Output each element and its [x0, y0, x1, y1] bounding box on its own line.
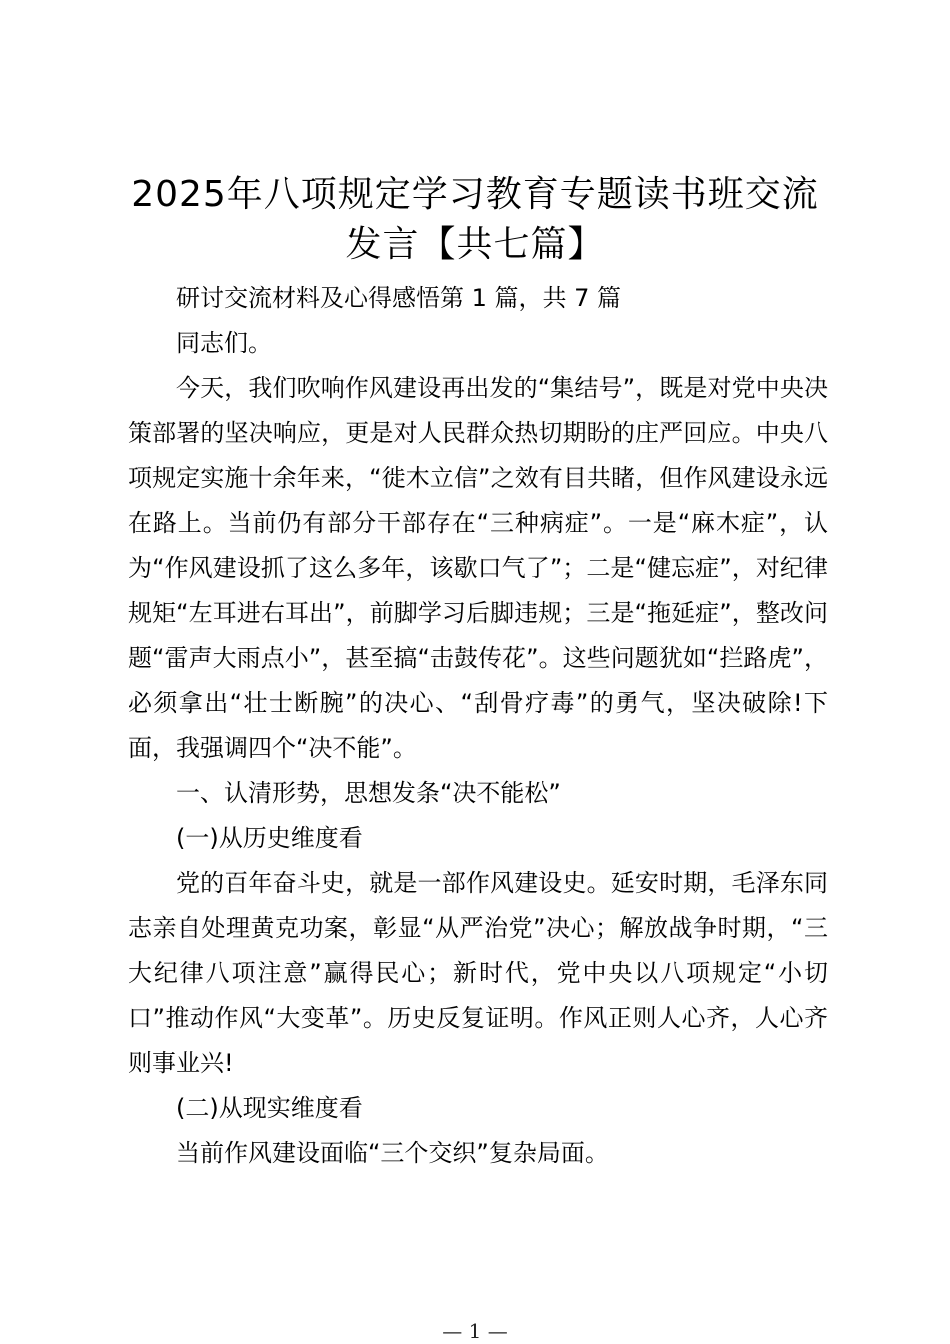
body-paragraph: 当前作风建设面临“三个交织”复杂局面。	[176, 1139, 609, 1167]
body-paragraph: 今天，我们吹响作风建设再出发的“集结号”，既是对党中央决策部署的坚决响应，更是对人民群众热切期盼的庄严回应。中央八项规定实施十余年来，“徙木立信”之效有目共睹，但作风建设永远在路上。当前仍有部分干部存在“三种病症”。一是“麻木症”，认为“作风建设抓了这么多年，该歇口气了”；二是“健忘症”，对纪律规矩“左耳进右耳出”，前脚学习后脚违规；三是“拖延症”，整改问题“雷声大雨点小”，甚至搞“击鼓传花”。这些问题犹如“拦路虎”，必须拿出“壮士断腕”的决心、“刮骨疗毒”的勇气，坚决破除!下面，我强调四个“决不能”。	[128, 374, 828, 762]
document-body	[128, 276, 828, 1176]
section-heading: 一、认清形势，思想发条“决不能松”	[176, 779, 561, 807]
subsection-heading: (一)从历史维度看	[176, 824, 363, 852]
page-number: — 1 —	[442, 1319, 508, 1343]
document-title: 2025年八项规定学习教育专题读书班交流发言【共七篇】	[131, 174, 819, 265]
subsection-heading: (二)从现实维度看	[176, 1094, 363, 1122]
body-paragraph: 党的百年奋斗史，就是一部作风建设史。延安时期，毛泽东同志亲自处理黄克功案，彰显“从严治党”决心；解放战争时期，“三大纪律八项注意”赢得民心；新时代，党中央以八项规定“小切口”推动作风“大变革”。历史反复证明。作风正则人心齐，人心齐则事业兴!	[128, 869, 828, 1077]
subtitle-paragraph: 研讨交流材料及心得感悟第 1 篇，共 7 篇	[176, 284, 622, 312]
greeting-paragraph: 同志们。	[176, 329, 272, 357]
